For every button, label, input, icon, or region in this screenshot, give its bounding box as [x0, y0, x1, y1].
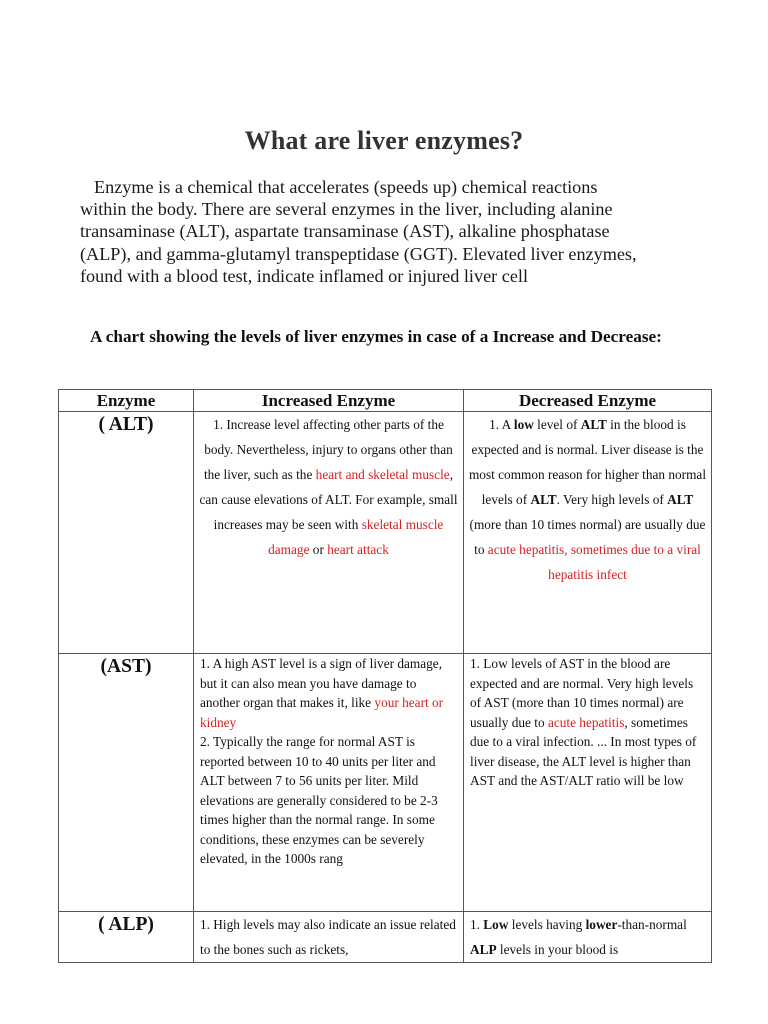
alp-dec-text-3: -than-normal: [617, 917, 687, 932]
header-increased: Increased Enzyme: [194, 390, 464, 412]
alt-dec-text-4: . Very high levels of: [556, 492, 668, 507]
alp-increased-cell: [194, 912, 464, 963]
alp-dec-bold-1: Low: [483, 917, 509, 932]
alt-inc-highlight-2: skeletal muscle damage: [268, 517, 444, 557]
alt-dec-bold-1: low: [513, 417, 534, 432]
alt-inc-text-3: or: [309, 542, 328, 557]
ast-decreased-cell: [464, 654, 712, 912]
ast-dec-text-1: 1. Low levels of AST in the blood are expected and are normal. Very high levels of AST (more than 10 times normal) are usually due to: [470, 656, 694, 730]
ast-dec-highlight-1: acute hepatitis: [547, 714, 625, 730]
ast-dec-text-2: , sometimes due to a viral infection. ... In most types of liver disease, the ALT level is higher than AST and the AST/ALT ratio will be low: [470, 714, 697, 788]
alp-dec-text-1: 1.: [470, 917, 484, 932]
enzyme-name-alp: ( ALP): [59, 912, 194, 963]
alp-dec-text-2: levels having: [508, 917, 586, 932]
alt-inc-highlight-1: heart and skeletal muscle: [315, 467, 450, 482]
alt-decreased-cell: [464, 412, 712, 654]
alt-dec-text-5: (more than 10 times normal) are usually due to: [469, 517, 706, 557]
alp-dec-text-4: levels in your blood is: [496, 942, 619, 957]
alt-inc-text-2: , can cause elevations of ALT. For example, small increases may be seen with: [199, 467, 458, 532]
subheading-text: A chart showing the levels of liver enzymes in case of a Increase and Decrease:: [90, 327, 662, 346]
alt-inc-text-1: 1. Increase level affecting other parts of the body. Nevertheless, injury to organs other than the liver, such as the: [203, 417, 453, 482]
liver-enzyme-table: [58, 389, 712, 963]
alt-dec-bold-4: ALT: [667, 492, 694, 507]
table-row-alp: [59, 912, 712, 963]
alt-dec-text-2: level of: [533, 417, 581, 432]
table-header-row: [59, 390, 712, 412]
intro-text: Enzyme is a chemical that accelerates (speeds up) chemical reactions within the body. There are several enzymes in the liver, including alanine transaminase (ALT), aspartate transaminase (AST), alkaline phosphatase (ALP), and gamma-glutamyl transpeptidase (GGT). Elevated liver enzymes, found with a blood test, indicate inflamed or injured liver cell: [80, 177, 637, 286]
page-title: What are liver enzymes?: [244, 126, 524, 155]
ast-inc-text-1: 1. A high AST level is a sign of liver damage, but it can also mean you have damage to another organ that makes it, like: [200, 656, 443, 710]
alt-inc-highlight-3: heart attack: [327, 542, 389, 557]
header-enzyme: Enzyme: [59, 390, 194, 412]
alp-dec-bold-2: lower: [585, 917, 618, 932]
alt-increased-cell: [194, 412, 464, 654]
alt-dec-bold-2: ALT: [580, 417, 607, 432]
alt-dec-text-3: in the blood is expected and is normal. Liver disease is the most common reason for higher than normal levels of: [468, 417, 707, 507]
ast-increased-cell: [194, 654, 464, 912]
header-decreased: Decreased Enzyme: [464, 390, 712, 412]
alp-dec-bold-3: ALP: [470, 942, 497, 957]
ast-inc-highlight-1: your heart or kidney: [200, 695, 444, 730]
enzyme-name-ast: (AST): [59, 654, 194, 912]
intro-paragraph: [80, 176, 640, 287]
alp-decreased-cell: [464, 912, 712, 963]
table-row-ast: [59, 654, 712, 912]
alt-dec-highlight-1: acute hepatitis, sometimes due to a viral hepatitis infect: [487, 542, 701, 582]
ast-inc-text-2: 2. Typically the range for normal AST is reported between 10 to 40 units per liter and ALT between 7 to 56 units per liter. Mild elevations are generally considered to be 2-3 times higher than the normal range. In some conditions, these enzymes can be severely elevated, in the 1000s rang: [200, 734, 438, 866]
enzyme-name-alt: ( ALT): [59, 412, 194, 654]
alt-dec-bold-3: ALT: [530, 492, 557, 507]
alt-dec-text-1: 1. A: [489, 417, 514, 432]
table-row-alt: [59, 412, 712, 654]
alp-inc-text-1: 1. High levels may also indicate an issue related to the bones such as rickets,: [200, 917, 456, 957]
chart-subheading: [80, 326, 700, 349]
